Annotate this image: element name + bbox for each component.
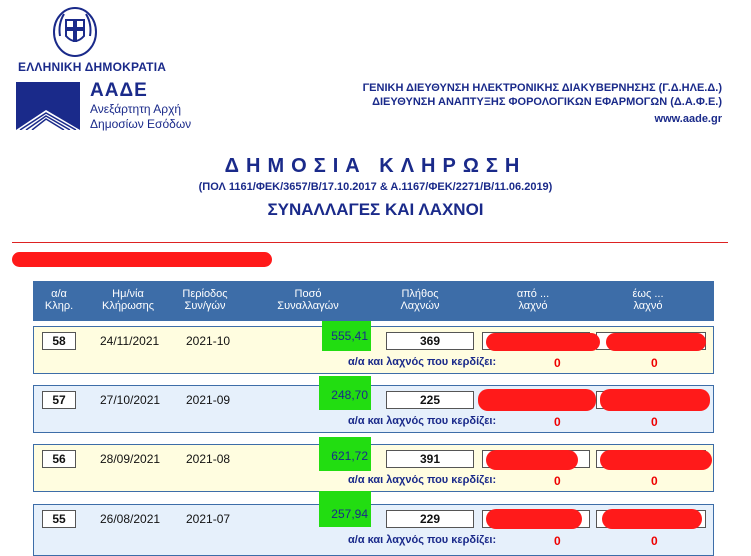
redaction-mark [486, 509, 582, 529]
redaction-mark [606, 333, 706, 351]
transaction-amount: 248,70 [319, 376, 371, 410]
transaction-amount: 621,72 [319, 437, 371, 471]
draw-number: 57 [42, 391, 76, 409]
aade-name: ΑΑΔΕ [90, 80, 148, 101]
redaction-mark [600, 450, 712, 470]
winning-label: α/α και λαχνός που κερδίζει: [348, 534, 497, 546]
winning-label: α/α και λαχνός που κερδίζει: [348, 474, 497, 486]
period: 2021-07 [186, 512, 231, 526]
period: 2021-10 [186, 334, 231, 348]
col-ticket-count: Πλήθος Λαχνών [400, 288, 440, 312]
col-to-ticket: έως ... λαχνό [632, 288, 664, 312]
greek-emblem-icon [52, 6, 98, 58]
redaction-mark [602, 509, 702, 529]
winning-ticket: 0 [651, 474, 658, 488]
transaction-amount: 257,94 [319, 491, 371, 527]
ticket-count: 391 [386, 450, 474, 468]
aade-subtitle-line1: Ανεξάρτητη Αρχή [90, 102, 182, 116]
draw-date: 27/10/2021 [100, 393, 161, 407]
aade-subtitle-line2: Δημοσίων Εσόδων [90, 117, 192, 131]
winning-ticket: 0 [651, 534, 658, 548]
redaction-mark [478, 389, 596, 411]
winning-label: α/α και λαχνός που κερδίζει: [348, 415, 497, 427]
winning-aa: 0 [554, 474, 561, 488]
table-row [33, 385, 714, 433]
col-aa: α/α Κληρ. [44, 288, 74, 312]
draw-number: 58 [42, 332, 76, 350]
winning-label: α/α και λαχνός που κερδίζει: [348, 356, 497, 368]
col-amount: Ποσό Συναλλαγών [277, 288, 339, 312]
website-link[interactable]: www.aade.gr [654, 113, 722, 125]
aade-logo-icon [16, 82, 80, 130]
redaction-mark [486, 450, 578, 470]
draw-number: 55 [42, 510, 76, 528]
ticket-count: 225 [386, 391, 474, 409]
redaction-mark [486, 333, 600, 351]
winning-aa: 0 [554, 356, 561, 370]
draw-date: 24/11/2021 [100, 334, 160, 348]
transaction-amount: 555,41 [322, 321, 371, 351]
table-row [33, 444, 714, 492]
winning-ticket: 0 [651, 415, 658, 429]
redaction-mark [12, 252, 272, 267]
draw-number: 56 [42, 450, 76, 468]
legal-reference: (ΠΟΛ 1161/ΦΕΚ/3657/Β/17.10.2017 & Α.1167/ΦΕΚ/2271/Β/11.06.2019) [198, 181, 553, 193]
section-heading: ΣΥΝΑΛΛΑΓΕΣ ΚΑΙ ΛΑΧΝΟΙ [267, 200, 484, 219]
ticket-count: 229 [386, 510, 474, 528]
col-period: Περίοδος Συν/γών [182, 288, 228, 312]
table-header [33, 281, 714, 321]
directorate: ΔΙΕΥΘΥΝΣΗ ΑΝΑΠΤΥΞΗΣ ΦΟΡΟΛΟΓΙΚΩΝ ΕΦΑΡΜΟΓΩΝ (Δ.Α.Φ.Ε.) [372, 96, 722, 108]
period: 2021-08 [186, 452, 231, 466]
winning-aa: 0 [554, 415, 561, 429]
republic-label: ΕΛΛΗΝΙΚΗ ΔΗΜΟΚΡΑΤΙΑ [18, 60, 167, 74]
winning-ticket: 0 [651, 356, 658, 370]
redaction-mark [600, 389, 710, 411]
draw-date: 28/09/2021 [100, 452, 161, 466]
directorate-general: ΓΕΝΙΚΗ ΔΙΕΥΘΥΝΣΗ ΗΛΕΚΤΡΟΝΙΚΗΣ ΔΙΑΚΥΒΕΡΝΗΣΗΣ (Γ.Δ.ΗΛΕ.Δ.) [362, 82, 722, 94]
ticket-count: 369 [386, 332, 474, 350]
table-row [33, 504, 714, 556]
divider [12, 242, 728, 243]
col-from-ticket: από ... λαχνό [516, 288, 550, 312]
col-date: Ημ/νία Κλήρωσης [101, 288, 154, 312]
page-title: ΔΗΜΟΣΙΑ ΚΛΗΡΩΣΗ [224, 155, 527, 177]
period: 2021-09 [186, 393, 231, 407]
draw-date: 26/08/2021 [100, 512, 161, 526]
table-row [33, 326, 714, 374]
winning-aa: 0 [554, 534, 561, 548]
